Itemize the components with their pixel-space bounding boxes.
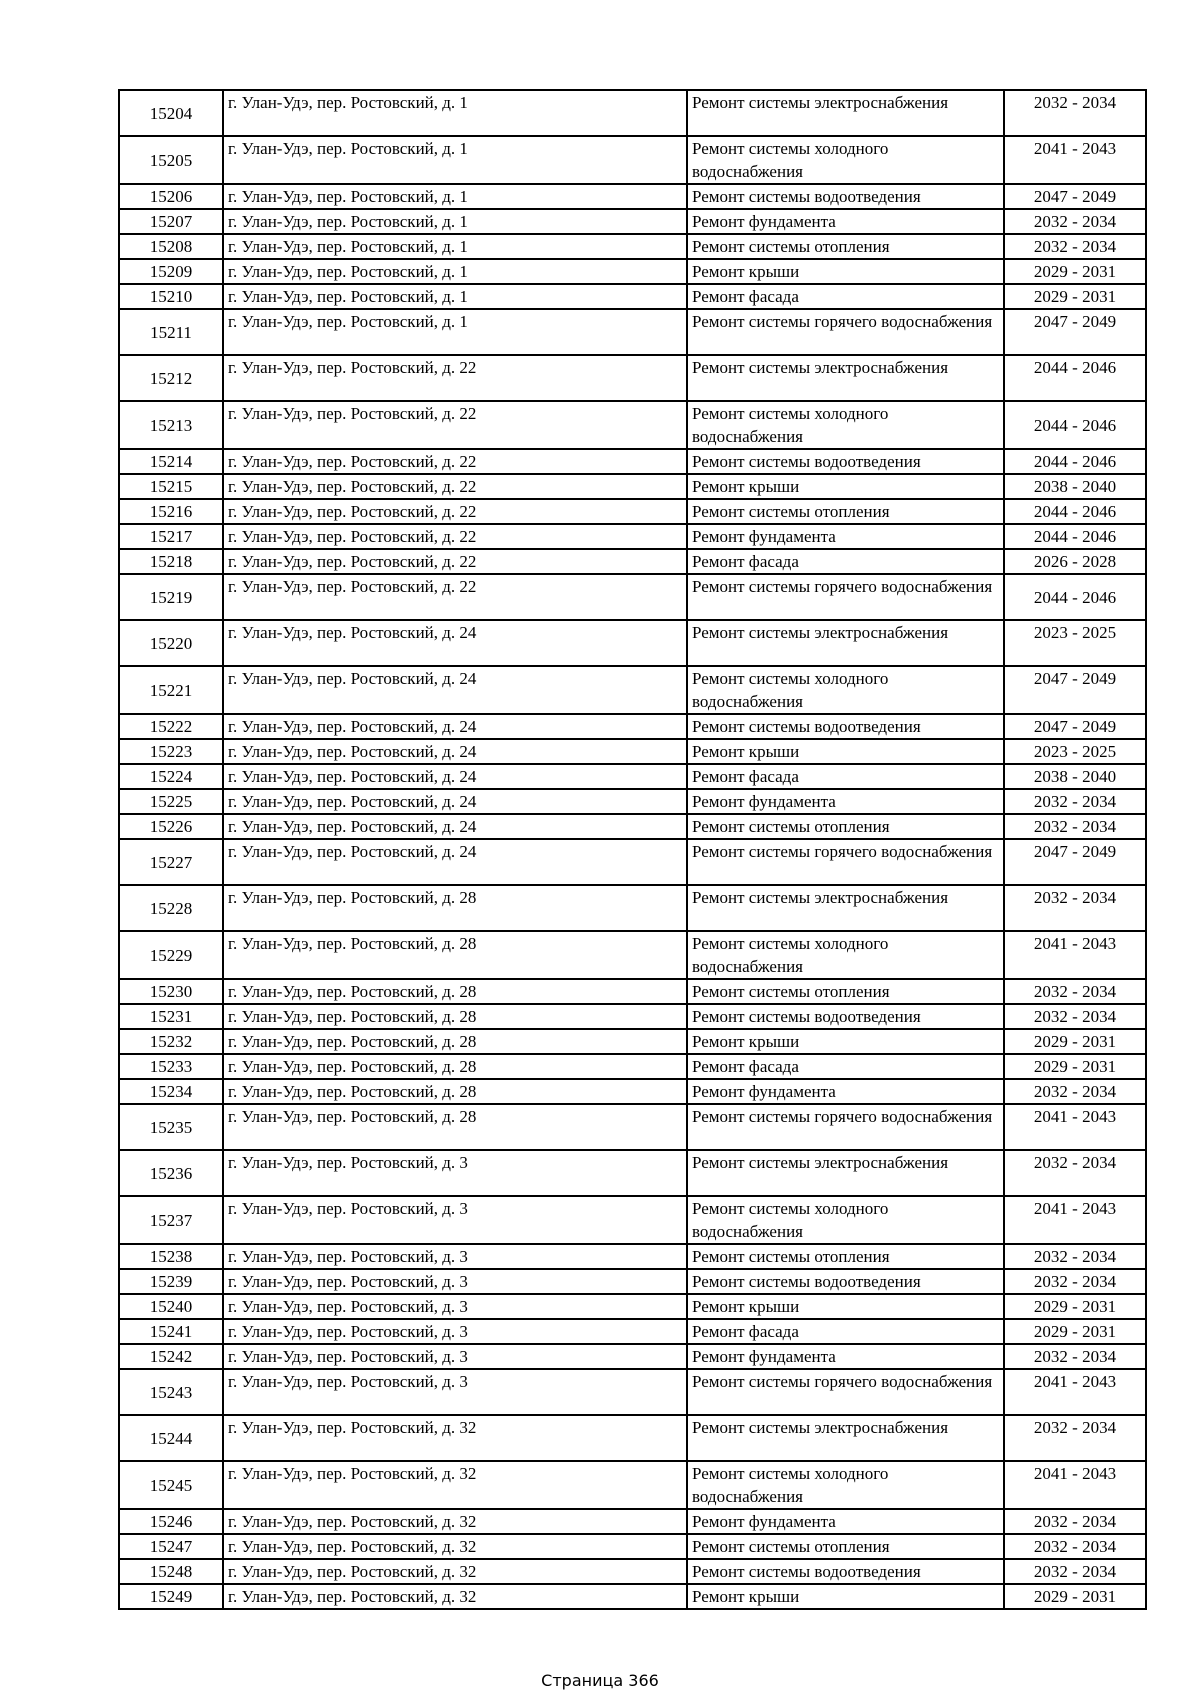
table-row [119, 401, 1146, 449]
row-number: 15226 [119, 814, 223, 839]
row-work-type: Ремонт крыши [687, 1584, 1004, 1609]
row-work-type: Ремонт системы отопления [687, 234, 1004, 259]
row-address: г. Улан-Удэ, пер. Ростовский, д. 3 [223, 1244, 687, 1269]
row-address: г. Улан-Удэ, пер. Ростовский, д. 1 [223, 259, 687, 284]
row-number: 15233 [119, 1054, 223, 1079]
row-work-type: Ремонт системы горячего водоснабжения [687, 1369, 1004, 1415]
row-period: 2032 - 2034 [1004, 814, 1146, 839]
row-work-type: Ремонт фасада [687, 1054, 1004, 1079]
row-work-type: Ремонт фундамента [687, 1079, 1004, 1104]
row-number: 15209 [119, 259, 223, 284]
table-row [119, 839, 1146, 885]
row-period: 2047 - 2049 [1004, 184, 1146, 209]
row-address: г. Улан-Удэ, пер. Ростовский, д. 1 [223, 309, 687, 355]
row-number: 15229 [119, 931, 223, 979]
row-address: г. Улан-Удэ, пер. Ростовский, д. 3 [223, 1150, 687, 1196]
row-number: 15214 [119, 449, 223, 474]
row-number: 15246 [119, 1509, 223, 1534]
table-row [119, 209, 1146, 234]
row-address: г. Улан-Удэ, пер. Ростовский, д. 22 [223, 574, 687, 620]
row-number: 15241 [119, 1319, 223, 1344]
row-number: 15207 [119, 209, 223, 234]
row-work-type: Ремонт фасада [687, 284, 1004, 309]
row-address: г. Улан-Удэ, пер. Ростовский, д. 3 [223, 1196, 687, 1244]
table-row [119, 1319, 1146, 1344]
table-row [119, 739, 1146, 764]
row-number: 15243 [119, 1369, 223, 1415]
table-row [119, 524, 1146, 549]
table-row [119, 1104, 1146, 1150]
row-address: г. Улан-Удэ, пер. Ростовский, д. 3 [223, 1269, 687, 1294]
row-period: 2029 - 2031 [1004, 284, 1146, 309]
row-period: 2029 - 2031 [1004, 1029, 1146, 1054]
row-address: г. Улан-Удэ, пер. Ростовский, д. 24 [223, 620, 687, 666]
row-number: 15218 [119, 549, 223, 574]
row-address: г. Улан-Удэ, пер. Ростовский, д. 3 [223, 1369, 687, 1415]
table-row [119, 1369, 1146, 1415]
table-row [119, 549, 1146, 574]
row-work-type: Ремонт фундамента [687, 209, 1004, 234]
row-address: г. Улан-Удэ, пер. Ростовский, д. 1 [223, 234, 687, 259]
row-address: г. Улан-Удэ, пер. Ростовский, д. 28 [223, 1079, 687, 1104]
row-number: 15247 [119, 1534, 223, 1559]
row-period: 2023 - 2025 [1004, 620, 1146, 666]
table-row [119, 764, 1146, 789]
row-work-type: Ремонт системы горячего водоснабжения [687, 309, 1004, 355]
row-period: 2029 - 2031 [1004, 1584, 1146, 1609]
row-work-type: Ремонт системы водоотведения [687, 1004, 1004, 1029]
row-work-type: Ремонт фасада [687, 549, 1004, 574]
row-work-type: Ремонт системы электроснабжения [687, 1415, 1004, 1461]
row-number: 15242 [119, 1344, 223, 1369]
row-number: 15216 [119, 499, 223, 524]
table-row [119, 309, 1146, 355]
row-address: г. Улан-Удэ, пер. Ростовский, д. 1 [223, 209, 687, 234]
row-number: 15232 [119, 1029, 223, 1054]
page-number: Страница 366 [541, 1671, 659, 1690]
table-row [119, 1509, 1146, 1534]
row-number: 15227 [119, 839, 223, 885]
row-address: г. Улан-Удэ, пер. Ростовский, д. 24 [223, 814, 687, 839]
row-address: г. Улан-Удэ, пер. Ростовский, д. 1 [223, 184, 687, 209]
table-row [119, 284, 1146, 309]
row-period: 2032 - 2034 [1004, 90, 1146, 136]
row-number: 15222 [119, 714, 223, 739]
table-row [119, 234, 1146, 259]
row-work-type: Ремонт системы отопления [687, 499, 1004, 524]
row-work-type: Ремонт системы холодного водоснабжения [687, 666, 1004, 714]
table-row [119, 1150, 1146, 1196]
row-number: 15228 [119, 885, 223, 931]
row-period: 2032 - 2034 [1004, 1559, 1146, 1584]
row-address: г. Улан-Удэ, пер. Ростовский, д. 28 [223, 1029, 687, 1054]
row-period: 2047 - 2049 [1004, 714, 1146, 739]
row-period: 2029 - 2031 [1004, 1294, 1146, 1319]
table-row [119, 1004, 1146, 1029]
row-address: г. Улан-Удэ, пер. Ростовский, д. 22 [223, 524, 687, 549]
row-period: 2041 - 2043 [1004, 1369, 1146, 1415]
table-row [119, 474, 1146, 499]
row-number: 15238 [119, 1244, 223, 1269]
row-address: г. Улан-Удэ, пер. Ростовский, д. 32 [223, 1559, 687, 1584]
row-period: 2038 - 2040 [1004, 764, 1146, 789]
row-period: 2029 - 2031 [1004, 1319, 1146, 1344]
row-work-type: Ремонт системы горячего водоснабжения [687, 839, 1004, 885]
row-number: 15236 [119, 1150, 223, 1196]
row-work-type: Ремонт крыши [687, 1029, 1004, 1054]
row-address: г. Улан-Удэ, пер. Ростовский, д. 24 [223, 839, 687, 885]
row-address: г. Улан-Удэ, пер. Ростовский, д. 1 [223, 90, 687, 136]
row-period: 2032 - 2034 [1004, 1534, 1146, 1559]
row-period: 2047 - 2049 [1004, 839, 1146, 885]
table-row [119, 1344, 1146, 1369]
row-work-type: Ремонт системы электроснабжения [687, 355, 1004, 401]
row-period: 2032 - 2034 [1004, 979, 1146, 1004]
row-period: 2047 - 2049 [1004, 309, 1146, 355]
row-number: 15215 [119, 474, 223, 499]
table-row [119, 574, 1146, 620]
row-address: г. Улан-Удэ, пер. Ростовский, д. 32 [223, 1584, 687, 1609]
row-address: г. Улан-Удэ, пер. Ростовский, д. 28 [223, 1004, 687, 1029]
row-number: 15204 [119, 90, 223, 136]
row-number: 15213 [119, 401, 223, 449]
row-address: г. Улан-Удэ, пер. Ростовский, д. 22 [223, 355, 687, 401]
row-number: 15205 [119, 136, 223, 184]
row-work-type: Ремонт системы водоотведения [687, 1559, 1004, 1584]
row-address: г. Улан-Удэ, пер. Ростовский, д. 24 [223, 666, 687, 714]
row-period: 2041 - 2043 [1004, 1196, 1146, 1244]
row-number: 15219 [119, 574, 223, 620]
row-period: 2041 - 2043 [1004, 1104, 1146, 1150]
row-work-type: Ремонт системы холодного водоснабжения [687, 1461, 1004, 1509]
row-address: г. Улан-Удэ, пер. Ростовский, д. 22 [223, 549, 687, 574]
row-number: 15245 [119, 1461, 223, 1509]
row-period: 2041 - 2043 [1004, 136, 1146, 184]
repair-schedule-table [118, 89, 1147, 1610]
row-period: 2029 - 2031 [1004, 1054, 1146, 1079]
table-row [119, 814, 1146, 839]
row-period: 2044 - 2046 [1004, 574, 1146, 620]
table-row [119, 666, 1146, 714]
row-period: 2038 - 2040 [1004, 474, 1146, 499]
row-number: 15217 [119, 524, 223, 549]
row-period: 2032 - 2034 [1004, 1415, 1146, 1461]
row-work-type: Ремонт фасада [687, 1319, 1004, 1344]
row-work-type: Ремонт системы электроснабжения [687, 1150, 1004, 1196]
row-address: г. Улан-Удэ, пер. Ростовский, д. 32 [223, 1509, 687, 1534]
row-period: 2044 - 2046 [1004, 499, 1146, 524]
table-row [119, 1559, 1146, 1584]
row-number: 15220 [119, 620, 223, 666]
row-address: г. Улан-Удэ, пер. Ростовский, д. 24 [223, 739, 687, 764]
row-work-type: Ремонт системы отопления [687, 814, 1004, 839]
table-row [119, 184, 1146, 209]
row-work-type: Ремонт системы горячего водоснабжения [687, 574, 1004, 620]
table-row [119, 136, 1146, 184]
row-address: г. Улан-Удэ, пер. Ростовский, д. 32 [223, 1461, 687, 1509]
row-work-type: Ремонт системы водоотведения [687, 714, 1004, 739]
row-work-type: Ремонт фундамента [687, 524, 1004, 549]
table-row [119, 1584, 1146, 1609]
table-row [119, 1196, 1146, 1244]
row-work-type: Ремонт системы холодного водоснабжения [687, 1196, 1004, 1244]
row-work-type: Ремонт фундамента [687, 1509, 1004, 1534]
table-row [119, 1269, 1146, 1294]
row-number: 15234 [119, 1079, 223, 1104]
row-address: г. Улан-Удэ, пер. Ростовский, д. 24 [223, 764, 687, 789]
row-work-type: Ремонт фундамента [687, 789, 1004, 814]
row-period: 2032 - 2034 [1004, 1344, 1146, 1369]
row-work-type: Ремонт системы холодного водоснабжения [687, 136, 1004, 184]
row-number: 15208 [119, 234, 223, 259]
row-period: 2041 - 2043 [1004, 1461, 1146, 1509]
row-work-type: Ремонт фундамента [687, 1344, 1004, 1369]
row-work-type: Ремонт системы водоотведения [687, 184, 1004, 209]
row-work-type: Ремонт системы горячего водоснабжения [687, 1104, 1004, 1150]
row-address: г. Улан-Удэ, пер. Ростовский, д. 22 [223, 474, 687, 499]
row-address: г. Улан-Удэ, пер. Ростовский, д. 28 [223, 885, 687, 931]
row-address: г. Улан-Удэ, пер. Ростовский, д. 1 [223, 284, 687, 309]
row-address: г. Улан-Удэ, пер. Ростовский, д. 3 [223, 1344, 687, 1369]
table-row [119, 90, 1146, 136]
table-row [119, 499, 1146, 524]
table-row [119, 1029, 1146, 1054]
table-row [119, 259, 1146, 284]
table-row [119, 355, 1146, 401]
row-work-type: Ремонт системы электроснабжения [687, 620, 1004, 666]
table-row [119, 931, 1146, 979]
row-period: 2032 - 2034 [1004, 885, 1146, 931]
table-row [119, 885, 1146, 931]
row-work-type: Ремонт системы электроснабжения [687, 90, 1004, 136]
table-row [119, 1415, 1146, 1461]
row-number: 15206 [119, 184, 223, 209]
row-work-type: Ремонт фасада [687, 764, 1004, 789]
row-number: 15240 [119, 1294, 223, 1319]
row-number: 15237 [119, 1196, 223, 1244]
table-row [119, 714, 1146, 739]
row-address: г. Улан-Удэ, пер. Ростовский, д. 32 [223, 1534, 687, 1559]
row-work-type: Ремонт системы водоотведения [687, 449, 1004, 474]
row-number: 15210 [119, 284, 223, 309]
row-work-type: Ремонт крыши [687, 474, 1004, 499]
row-number: 15225 [119, 789, 223, 814]
row-period: 2032 - 2034 [1004, 1150, 1146, 1196]
row-work-type: Ремонт системы отопления [687, 979, 1004, 1004]
table-row [119, 1054, 1146, 1079]
row-number: 15248 [119, 1559, 223, 1584]
row-work-type: Ремонт системы отопления [687, 1534, 1004, 1559]
table-row [119, 1244, 1146, 1269]
row-number: 15230 [119, 979, 223, 1004]
row-period: 2041 - 2043 [1004, 931, 1146, 979]
row-number: 15231 [119, 1004, 223, 1029]
row-number: 15211 [119, 309, 223, 355]
row-work-type: Ремонт системы водоотведения [687, 1269, 1004, 1294]
table-row [119, 1079, 1146, 1104]
row-work-type: Ремонт крыши [687, 259, 1004, 284]
row-period: 2032 - 2034 [1004, 1079, 1146, 1104]
row-work-type: Ремонт крыши [687, 1294, 1004, 1319]
row-period: 2044 - 2046 [1004, 524, 1146, 549]
table-row [119, 449, 1146, 474]
row-period: 2032 - 2034 [1004, 1244, 1146, 1269]
row-period: 2044 - 2046 [1004, 401, 1146, 449]
row-period: 2032 - 2034 [1004, 1004, 1146, 1029]
row-work-type: Ремонт системы холодного водоснабжения [687, 931, 1004, 979]
row-number: 15249 [119, 1584, 223, 1609]
table-row [119, 979, 1146, 1004]
row-address: г. Улан-Удэ, пер. Ростовский, д. 3 [223, 1319, 687, 1344]
row-work-type: Ремонт системы отопления [687, 1244, 1004, 1269]
table-row [119, 1294, 1146, 1319]
row-number: 15239 [119, 1269, 223, 1294]
row-address: г. Улан-Удэ, пер. Ростовский, д. 28 [223, 1104, 687, 1150]
row-period: 2029 - 2031 [1004, 259, 1146, 284]
row-address: г. Улан-Удэ, пер. Ростовский, д. 22 [223, 499, 687, 524]
row-address: г. Улан-Удэ, пер. Ростовский, д. 28 [223, 979, 687, 1004]
row-number: 15212 [119, 355, 223, 401]
row-period: 2032 - 2034 [1004, 1509, 1146, 1534]
row-address: г. Улан-Удэ, пер. Ростовский, д. 3 [223, 1294, 687, 1319]
row-period: 2047 - 2049 [1004, 666, 1146, 714]
row-address: г. Улан-Удэ, пер. Ростовский, д. 28 [223, 1054, 687, 1079]
row-number: 15224 [119, 764, 223, 789]
row-address: г. Улан-Удэ, пер. Ростовский, д. 1 [223, 136, 687, 184]
row-period: 2044 - 2046 [1004, 449, 1146, 474]
row-period: 2032 - 2034 [1004, 209, 1146, 234]
row-period: 2032 - 2034 [1004, 1269, 1146, 1294]
row-period: 2023 - 2025 [1004, 739, 1146, 764]
row-period: 2032 - 2034 [1004, 789, 1146, 814]
row-address: г. Улан-Удэ, пер. Ростовский, д. 22 [223, 449, 687, 474]
row-work-type: Ремонт крыши [687, 739, 1004, 764]
row-work-type: Ремонт системы электроснабжения [687, 885, 1004, 931]
table-row [119, 789, 1146, 814]
table-row [119, 1461, 1146, 1509]
table-body [119, 90, 1146, 1609]
table-row [119, 1534, 1146, 1559]
row-period: 2044 - 2046 [1004, 355, 1146, 401]
row-number: 15244 [119, 1415, 223, 1461]
row-number: 15221 [119, 666, 223, 714]
row-address: г. Улан-Удэ, пер. Ростовский, д. 28 [223, 931, 687, 979]
row-address: г. Улан-Удэ, пер. Ростовский, д. 32 [223, 1415, 687, 1461]
table-row [119, 620, 1146, 666]
row-period: 2032 - 2034 [1004, 234, 1146, 259]
row-address: г. Улан-Удэ, пер. Ростовский, д. 24 [223, 714, 687, 739]
row-period: 2026 - 2028 [1004, 549, 1146, 574]
row-address: г. Улан-Удэ, пер. Ростовский, д. 22 [223, 401, 687, 449]
row-work-type: Ремонт системы холодного водоснабжения [687, 401, 1004, 449]
row-number: 15235 [119, 1104, 223, 1150]
row-number: 15223 [119, 739, 223, 764]
row-address: г. Улан-Удэ, пер. Ростовский, д. 24 [223, 789, 687, 814]
